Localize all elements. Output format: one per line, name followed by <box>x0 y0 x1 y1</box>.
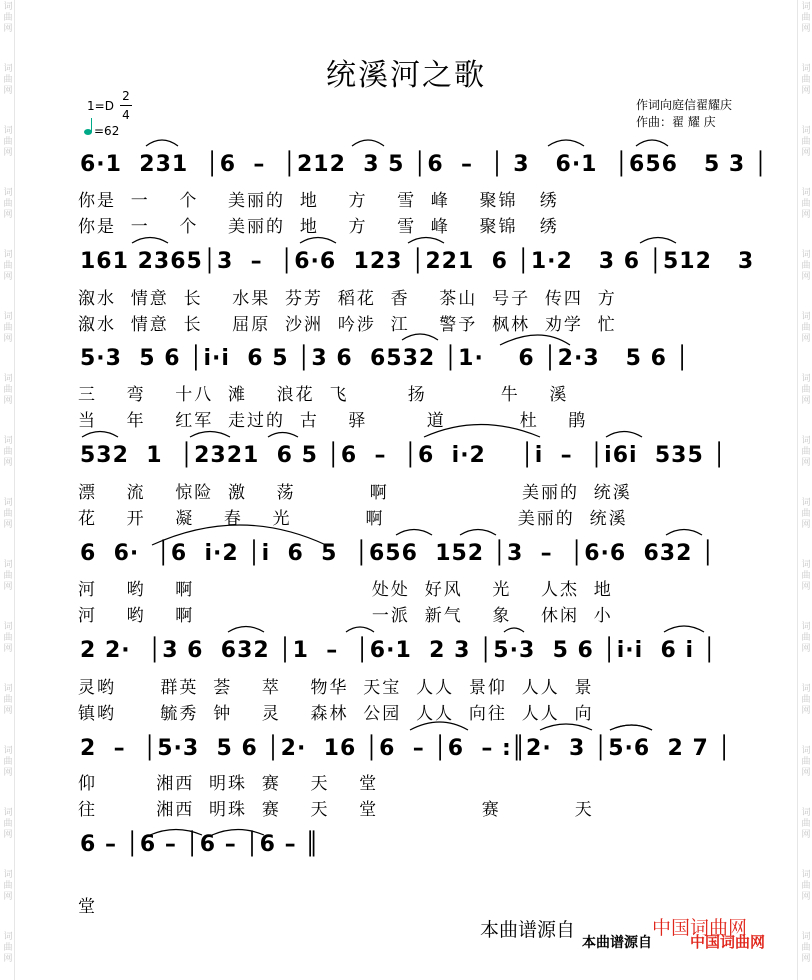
watermark-text: 词 曲 网 <box>801 870 811 902</box>
slur-arc <box>268 433 298 438</box>
key-signature: 1=D <box>87 99 114 113</box>
watermark-text: 词 曲 网 <box>3 2 13 34</box>
source-text-2: 本曲谱源自 <box>582 935 652 951</box>
lyric-line: 灵哟 群英 荟 萃 物华 天宝 人人 景仰 人人 景 <box>78 678 594 698</box>
notes-line: 5·3 5 6 │i·i 6 5 │3 6 6532 │1· 6 │2·3 5 6 │ <box>80 346 690 371</box>
slur-arc <box>640 238 676 244</box>
lyric-line: 三 弯 十八 滩 浪花 飞 扬 牛 溪 <box>78 385 569 405</box>
slur-arc <box>548 140 584 146</box>
slur-arc <box>540 724 592 730</box>
notes-line: 6 – │6 – │6 – │6 – ║ <box>80 832 320 857</box>
watermark-text: 词 曲 网 <box>3 684 13 716</box>
watermark-text: 词 曲 网 <box>3 870 13 902</box>
time-signature-top: 2 <box>122 89 130 103</box>
watermark-text: 词 曲 网 <box>801 188 811 220</box>
slur-arc <box>346 627 374 632</box>
watermark-text: 词 曲 网 <box>801 498 811 530</box>
slur-arc <box>606 432 642 438</box>
lyric-line: 花 开 凝 春 光 啊 美丽的 统溪 <box>78 509 628 529</box>
watermark-text: 词 曲 网 <box>3 560 13 592</box>
watermark-text: 词 曲 网 <box>3 746 13 778</box>
lyric-line: 镇哟 毓秀 钟 灵 森林 公园 人人 向往 人人 向 <box>78 704 594 724</box>
watermark-text: 词 曲 网 <box>3 498 13 530</box>
slur-arc <box>190 432 230 438</box>
lyric-line: 漂 流 惊险 激 荡 啊 美丽的 统溪 <box>78 483 632 503</box>
lyric-line: 堂 <box>78 897 97 917</box>
watermark-text: 词 曲 网 <box>3 622 13 654</box>
slur-arc <box>146 140 178 146</box>
tempo-value: =62 <box>94 124 120 138</box>
notes-line: 2 – │5·3 5 6 │2· 16 │6 – │6 – :║2· 3 │5·6 2 7 │ <box>80 736 732 761</box>
watermark-text: 词 曲 网 <box>3 374 13 406</box>
source-logo: 中国词曲网 <box>652 917 748 939</box>
notes-line: 6·1 231 │6 – │212 3 5 │6 – │ 3 6·1 │656 5 3 │ <box>80 152 769 177</box>
slur-arc <box>132 238 168 244</box>
slur-arc <box>460 530 496 536</box>
watermark-text: 词 曲 网 <box>801 374 811 406</box>
lyric-line: 河 哟 啊 处处 好风 光 人杰 地 <box>78 580 613 600</box>
slur-arc <box>610 725 652 730</box>
slur-arc <box>664 626 704 632</box>
notes-line: 2 2· │3 6 632 │1 – │6·1 2 3 │5·3 5 6 │i·i 6 i │ <box>80 638 717 663</box>
watermark-text: 词 曲 网 <box>801 2 811 34</box>
watermark-text: 词 曲 网 <box>3 126 13 158</box>
lyric-line: 往 湘西 明珠 赛 天 堂 赛 天 <box>78 800 594 820</box>
watermark-text: 词 曲 网 <box>801 64 811 96</box>
watermark-text: 词 曲 网 <box>801 932 811 964</box>
slur-arc <box>410 722 468 730</box>
slur-arc <box>352 140 384 146</box>
watermark-text: 词 曲 网 <box>3 436 13 468</box>
watermark-text: 词 曲 网 <box>801 126 811 158</box>
notes-line: 6 6· │6 i·2 │i 6 5 │656 152 │3 – │6·6 632 │ <box>80 541 716 566</box>
watermark-text: 词 曲 网 <box>801 622 811 654</box>
slur-arc <box>402 334 438 340</box>
lyric-line: 河 哟 啊 一派 新气 象 休闲 小 <box>78 606 613 626</box>
lyric-line: 溆水 情意 长 水果 芬芳 稻花 香 茶山 号子 传四 方 <box>78 289 617 309</box>
lyric-line: 仰 湘西 明珠 赛 天 堂 <box>78 774 379 794</box>
watermark-text: 词 曲 网 <box>801 436 811 468</box>
slur-arc <box>82 432 118 438</box>
lyricist-credit: 作词向庭信翟耀庆 <box>636 98 733 112</box>
watermark-text: 词 曲 网 <box>801 746 811 778</box>
slur-arc <box>152 525 326 545</box>
slur-arc <box>666 530 702 536</box>
notes-line: 532 1 │2321 6 5 │6 – │6 i·2 │i – │i6i 535 │ <box>80 443 727 468</box>
lyric-line: 你是 一 个 美丽的 地 方 雪 峰 聚锦 绣 <box>78 217 559 237</box>
slur-arc <box>408 238 444 244</box>
watermark-text: 词 曲 网 <box>3 932 13 964</box>
watermark-text: 词 曲 网 <box>3 250 13 282</box>
lyric-line: 你是 一 个 美丽的 地 方 雪 峰 聚锦 绣 <box>78 191 559 211</box>
source-text: 本曲谱源自 <box>480 919 576 941</box>
watermark-text: 词 曲 网 <box>3 808 13 840</box>
source-logo-2: 中国词曲网 <box>690 933 766 951</box>
lyric-line: 当 年 红军 走过的 古 驿 道 杜 鹃 <box>78 411 588 431</box>
slur-arc <box>396 530 432 536</box>
time-signature-bottom: 4 <box>122 108 130 122</box>
slur-arc <box>150 830 202 836</box>
watermark-text: 词 曲 网 <box>3 312 13 344</box>
watermark-text: 词 曲 网 <box>3 188 13 220</box>
lyric-line: 溆水 情意 长 屈原 沙洲 吟涉 江 警予 枫林 劝学 忙 <box>78 315 617 335</box>
slur-arc <box>228 627 264 633</box>
watermark-text: 词 曲 网 <box>801 684 811 716</box>
composer-credit: 作曲：翟 耀 庆 <box>636 115 716 129</box>
watermark-text: 词 曲 网 <box>801 312 811 344</box>
watermark-text: 词 曲 网 <box>801 560 811 592</box>
watermark-text: 词 曲 网 <box>801 808 811 840</box>
watermark-text: 词 曲 网 <box>801 250 811 282</box>
watermark-text: 词 曲 网 <box>3 64 13 96</box>
notes-line: 161 2365│3 – │6·6 123 │221 6 │1·2 3 6 │512 3 <box>80 249 755 274</box>
page-title: 统溪河之歌 <box>326 58 486 93</box>
slur-arc <box>212 830 264 836</box>
slur-arc <box>636 140 668 146</box>
slur-arc <box>300 238 336 244</box>
slur-arc <box>504 628 524 632</box>
slur-arc <box>500 335 570 345</box>
slur-arc <box>424 425 540 438</box>
